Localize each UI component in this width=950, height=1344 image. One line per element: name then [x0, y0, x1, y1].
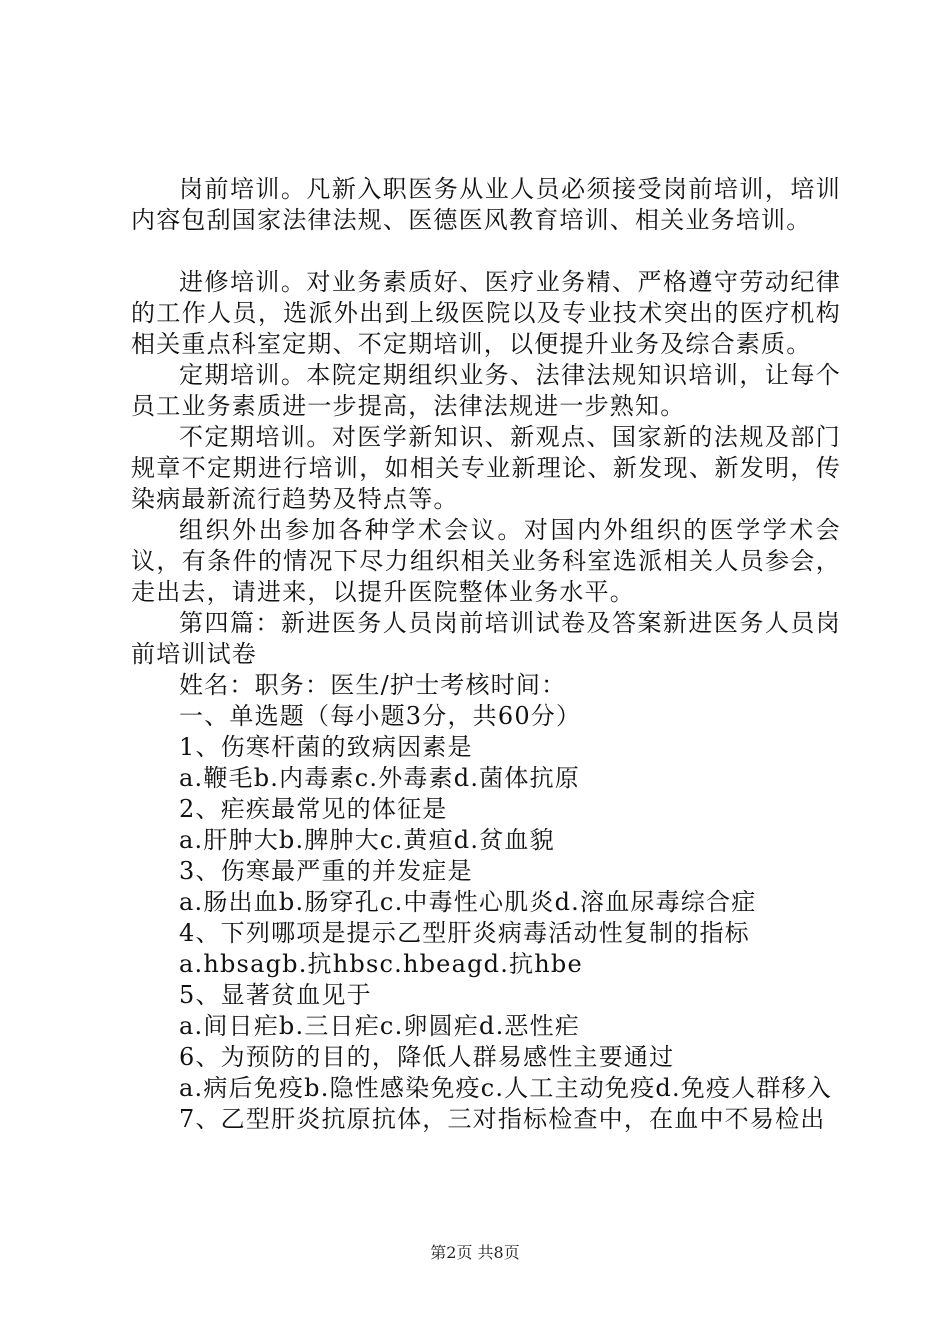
paragraph-regular-training: 定期培训。本院定期组织业务、法律法规知识培训，让每个员工业务素质进一步提高，法律法规进一步熟知。 — [131, 361, 841, 420]
question-3: 3、伤寒最严重的并发症是 — [179, 857, 473, 885]
page-footer — [0, 1243, 950, 1263]
question-4: 4、下列哪项是提示乙型肝炎病毒活动性复制的指标 — [179, 919, 750, 947]
question-5: 5、显著贫血见于 — [179, 981, 372, 1009]
question-2: 2、疟疾最常见的体征是 — [179, 795, 448, 823]
question-7: 7、乙型肝炎抗原抗体，三对指标检查中，在血中不易检出 — [179, 1105, 826, 1133]
paragraph-irregular-training: 不定期培训。对医学新知识、新观点、国家新的法规及部门规章不定期进行培训，如相关专业新理论、新发现、新发明，传染病最新流行趋势及特点等。 — [131, 423, 841, 513]
exam-info-line: 姓名：职务：医生/护士考核时间： — [179, 671, 567, 699]
question-6: 6、为预防的目的，降低人群易感性主要通过 — [179, 1043, 675, 1071]
question-5-options: a.间日疟b.三日疟c.卵圆疟d.恶性疟 — [179, 1012, 580, 1040]
paragraph-gap — [131, 236, 841, 267]
question-section-title: 一、单选题（每小题3分，共60分） — [179, 702, 582, 730]
section-heading: 第四篇：新进医务人员岗前培训试卷及答案新进医务人员岗前培训试卷 — [131, 609, 841, 668]
paragraph-academic-meetings: 组织外出参加各种学术会议。对国内外组织的医学学术会议，有条件的情况下尽力组织相关业务科室选派相关人员参会，走出去，请进来，以提升医院整体业务水平。 — [131, 516, 841, 606]
question-1: 1、伤寒杆菌的致病因素是 — [179, 733, 473, 761]
question-3-options: a.肠出血b.肠穿孔c.中毒性心肌炎d.溶血尿毒综合症 — [179, 888, 757, 916]
document-body — [131, 174, 841, 1135]
question-1-options: a.鞭毛b.内毒素c.外毒素d.菌体抗原 — [179, 764, 580, 792]
question-6-options: a.病后免疫b.隐性感染免疫c.人工主动免疫d.免疫人群移入 — [179, 1074, 832, 1102]
page-number-label: 第2页 共8页 — [430, 1243, 520, 1262]
question-2-options: a.肝肿大b.脾肿大c.黄疸d.贫血貌 — [179, 826, 555, 854]
question-4-options: a.hbsagb.抗hbsc.hbeagd.抗hbe — [179, 950, 583, 978]
paragraph-pre-job-training: 岗前培训。凡新入职医务从业人员必须接受岗前培训，培训内容包刮国家法律法规、医德医风教育培训、相关业务培训。 — [131, 175, 841, 234]
paragraph-advanced-training: 进修培训。对业务素质好、医疗业务精、严格遵守劳动纪律的工作人员，选派外出到上级医院以及专业技术突出的医疗机构相关重点科室定期、不定期培训，以便提升业务及综合素质。 — [131, 268, 841, 358]
